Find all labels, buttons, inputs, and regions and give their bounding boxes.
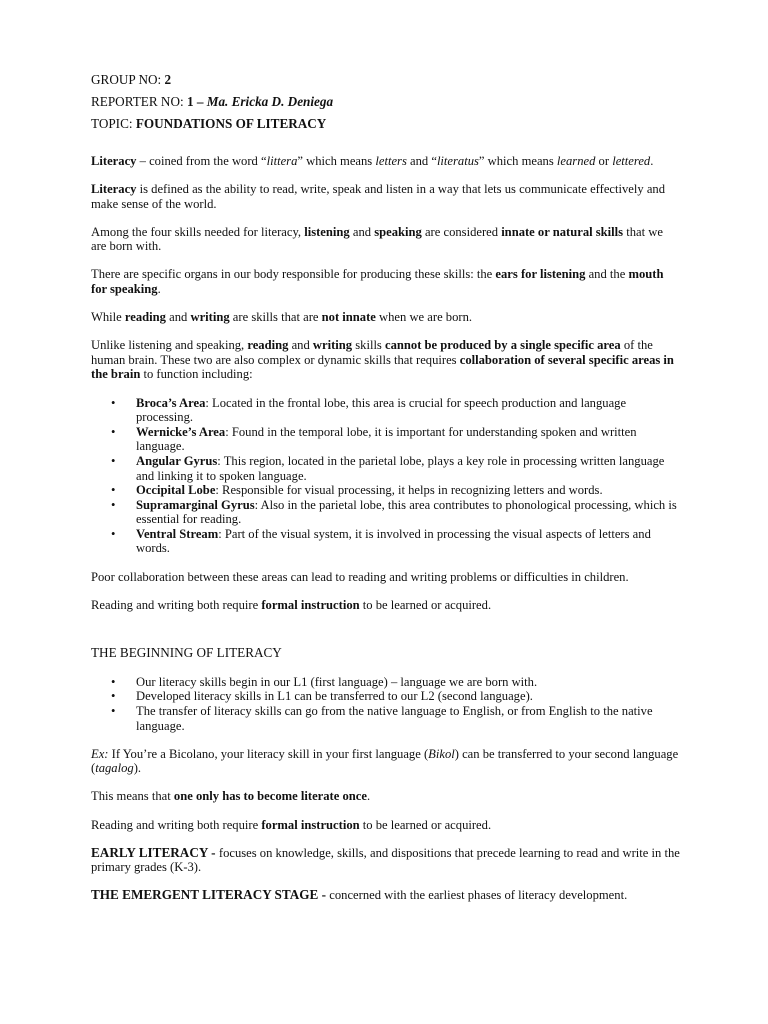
topic-line: TOPIC: FOUNDATIONS OF LITERACY <box>91 116 327 131</box>
list-item: • The transfer of literacy skills can go from the native language to English, or from English to the native language. <box>136 704 681 733</box>
paragraph-organs: There are specific organs in our body responsible for producing these skills: the ears for listening and the mouth for speaking. <box>91 267 664 297</box>
paragraph-example: Ex: If You’re a Bicolano, your literacy skill in your first language (Bikol) can be transferred to your second language (tagalog). <box>91 746 679 776</box>
list-item: • Our literacy skills begin in our L1 (first language) – language we are born with. <box>136 675 681 690</box>
paragraph-not-innate: While reading and writing are skills that are not innate when we are born. <box>91 310 473 325</box>
paragraph-formal-instruction-2: Reading and writing both require formal instruction to be learned or acquired. <box>91 817 492 832</box>
list-item: • Angular Gyrus: This region, located in the parietal lobe, plays a key role in processing written language and linking it to spoken language. <box>136 454 681 483</box>
paragraph-innate-skills: Among the four skills needed for literacy, listening and speaking are considered innate or natural skills that we are born with. <box>91 224 663 254</box>
reporter-line: REPORTER NO: 1 – Ma. Ericka D. Deniega <box>91 94 334 109</box>
reporter-name: Ma. Ericka D. Deniega <box>206 94 334 109</box>
paragraph-brain-areas: Unlike listening and speaking, reading and writing skills cannot be produced by a single specific area of the human brain. These two are also complex or dynamic skills that requires collaboration of several specific areas in the brain to function including: <box>91 338 674 382</box>
document-body <box>91 72 681 916</box>
list-item: • Occipital Lobe: Responsible for visual processing, it helps in recognizing letters and words. <box>136 483 681 498</box>
paragraph-poor-collaboration: Poor collaboration between these areas can lead to reading and writing problems or difficulties in children. <box>91 569 629 584</box>
paragraph-literacy-origin: Literacy – coined from the word “littera” which means letters and “literatus” which means learned or lettered. <box>91 154 654 168</box>
list-item: • Supramarginal Gyrus: Also in the parietal lobe, this area contributes to phonological processing, which is essential for reading. <box>136 498 681 527</box>
paragraph-emergent-literacy: THE EMERGENT LITERACY STAGE - concerned with the earliest phases of literacy development. <box>91 887 628 903</box>
group-line: GROUP NO: 2 <box>91 72 172 87</box>
beginning-list <box>91 675 681 733</box>
paragraph-literacy-definition: Literacy is defined as the ability to read, write, speak and listen in a way that lets us communicate effectively and make sense of the world. <box>91 182 666 211</box>
list-item: • Ventral Stream: Part of the visual system, it is involved in processing the visual aspects of letters and words. <box>136 527 681 556</box>
paragraph-formal-instruction: Reading and writing both require formal instruction to be learned or acquired. <box>91 597 492 612</box>
list-item: • Developed literacy skills in L1 can be transferred to our L2 (second language). <box>136 689 681 704</box>
section-heading-beginning: THE BEGINNING OF LITERACY <box>91 645 282 661</box>
topic-title: FOUNDATIONS OF LITERACY <box>135 116 327 131</box>
paragraph-early-literacy: EARLY LITERACY - focuses on knowledge, skills, and dispositions that precede learning to read and write in the primary grades (K-3). <box>91 844 680 875</box>
list-item: • Broca’s Area: Located in the frontal lobe, this area is crucial for speech production and language processing. <box>136 396 681 425</box>
list-item: • Wernicke’s Area: Found in the temporal lobe, it is important for understanding spoken and written language. <box>136 425 681 454</box>
brain-areas-list <box>91 396 681 557</box>
paragraph-literate-once: This means that one only has to become literate once. <box>91 789 371 804</box>
